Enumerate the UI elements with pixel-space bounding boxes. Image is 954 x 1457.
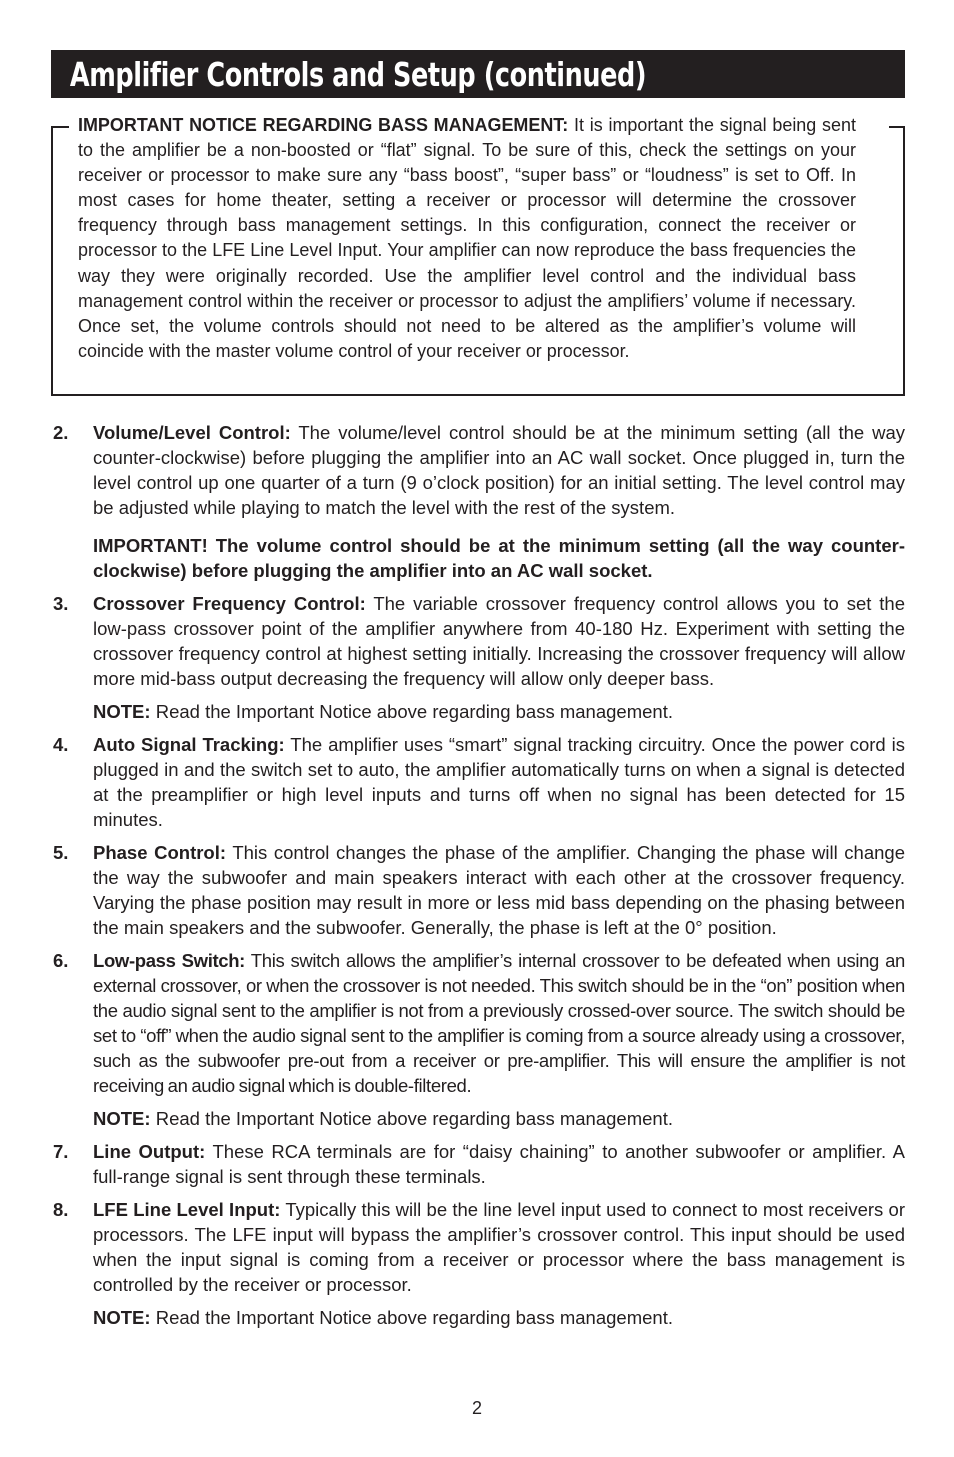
- notice-border: [51, 126, 69, 128]
- item-number: 7.: [53, 1141, 69, 1162]
- item-label: Phase Control:: [93, 842, 227, 863]
- note-label: NOTE:: [93, 1307, 151, 1328]
- notice-text: It is important the signal being sent to the amplifier be a non-boosted or “flat” signal. To be sure of this, check the settings on your receiver or processor to make sure any “bass boost”, “super bass” or “loudness” is set to Off. In most cases for home theater, setting a receiver or processor will determine the crossover frequency through bass management settings. In this configuration, connect the receiver or processor to the LFE Line Level Input. Your amplifier can now reproduce the bass frequencies the way they were originally recorded. Use the amplifier level control and the individual bass management control within the receiver or processor to adjust the amplifiers’ volume if necessary. Once set, the volume controls should not need to be altered as the amplifier’s volume will coincide with the master volume control of your receiver or processor.: [78, 114, 856, 361]
- notice-border: [51, 394, 905, 396]
- item-paragraph: [93, 1197, 905, 1297]
- notice-heading: IMPORTANT NOTICE REGARDING BASS MANAGEMENT:: [78, 114, 569, 135]
- list-item-line-output: [51, 1139, 905, 1189]
- item-number: 8.: [53, 1199, 69, 1220]
- item-note: [93, 1106, 905, 1131]
- list-item-volume-level-control: [51, 420, 905, 583]
- item-text: The variable crossover frequency control allows you to set the low-pass crossover point of the amplifier anywhere from 40-180 Hz. Experiment with setting the crossover frequency control at highest setting initially. Increasing the crossover frequency will allow more mid-bass output decreasing the frequency will allow only deeper bass.: [93, 593, 906, 689]
- item-text: These RCA terminals are for “daisy chaining” to another subwoofer or amplifier. A full-range signal is sent through these terminals.: [93, 1141, 906, 1187]
- item-number: 2.: [53, 422, 69, 443]
- note-text: Read the Important Notice above regarding bass management.: [150, 1307, 673, 1328]
- item-label: LFE Line Level Input:: [93, 1199, 281, 1220]
- item-text: Typically this will be the line level input used to connect to most receivers or processors. The LFE input will bypass the amplifier’s crossover control. This input should be used when the input signal is coming from a receiver or processor where the bass management is controlled by the receiver or processor.: [93, 1199, 905, 1295]
- item-label: Volume/Level Control:: [93, 422, 291, 443]
- item-paragraph: [93, 732, 905, 832]
- item-paragraph: [93, 1139, 905, 1189]
- item-paragraph: [93, 948, 905, 1098]
- item-text: The volume/level control should be at the minimum setting (all the way counter-clockwise) before plugging the amplifier into an AC wall socket. Once plugged in, turn the level control up one quarter of a turn (9 o’clock position) for an initial setting. The level control may be adjusted while playing to match the level with the rest of the system.: [93, 422, 905, 518]
- item-label: Crossover Frequency Control:: [93, 593, 366, 614]
- note-label: NOTE:: [93, 701, 151, 722]
- notice-border: [903, 126, 905, 396]
- item-number: 4.: [53, 734, 69, 755]
- item-text: The amplifier uses “smart” signal tracking circuitry. Once the power cord is plugged in and the switch set to auto, the amplifier automatically turns on when a signal is detected at the preamplifier or high level inputs and turns off when no signal has been detected for 15 minutes.: [93, 734, 905, 830]
- item-note: [93, 1305, 905, 1330]
- note-text: Read the Important Notice above regarding bass management.: [150, 1108, 673, 1129]
- list-item-phase-control: [51, 840, 905, 940]
- item-paragraph: [93, 840, 905, 940]
- item-paragraph: [93, 420, 905, 520]
- list-item-crossover-frequency-control: [51, 591, 905, 724]
- important-warning: IMPORTANT! The volume control should be at the minimum setting (all the way counter-clockwise) before plugging the amplifier into an AC wall socket.: [93, 535, 905, 581]
- page-title: Amplifier Controls and Setup (continued): [69, 55, 647, 94]
- item-label: Low-pass Switch:: [93, 950, 245, 971]
- list-item-lfe-line-level-input: [51, 1197, 905, 1330]
- bass-management-notice-box: [51, 114, 905, 396]
- title-bar: [51, 50, 905, 98]
- item-label: Auto Signal Tracking:: [93, 734, 285, 755]
- page-number: 2: [471, 1398, 482, 1418]
- item-text: This switch allows the amplifier’s internal crossover to be defeated when using an external crossover, or when the crossover is not needed. This switch should be in the “on” position when the audio signal sent to the amplifier is not from a previously crossed-over source. The switch should be set to “off” when the audio signal sent to the amplifier is coming from a source already using a crossover, such as the subwoofer pre-out from a receiver or pre-amplifier. This will ensure the amplifier is not receiving an audio signal which is double-filtered.: [93, 950, 905, 1096]
- list-item-auto-signal-tracking: [51, 732, 905, 832]
- item-note: [93, 699, 905, 724]
- note-text: Read the Important Notice above regarding bass management.: [150, 701, 673, 722]
- item-number: 6.: [53, 950, 69, 971]
- notice-paragraph: [78, 112, 856, 363]
- controls-list: [51, 420, 905, 1338]
- item-number: 5.: [53, 842, 69, 863]
- item-paragraph: [93, 591, 905, 691]
- item-number: 3.: [53, 593, 69, 614]
- list-item-low-pass-switch: [51, 948, 905, 1131]
- notice-border: [889, 126, 905, 128]
- note-label: NOTE:: [93, 1108, 151, 1129]
- item-text: This control changes the phase of the amplifier. Changing the phase will change the way the subwoofer and main speakers interact with each other at the crossover frequency. Varying the phase position may result in more or less mid bass depending on the phasing between the main speakers and the subwoofer. Generally, the phase is left at the 0° position.: [93, 842, 905, 938]
- item-label: Line Output:: [93, 1141, 206, 1162]
- notice-border: [51, 126, 53, 396]
